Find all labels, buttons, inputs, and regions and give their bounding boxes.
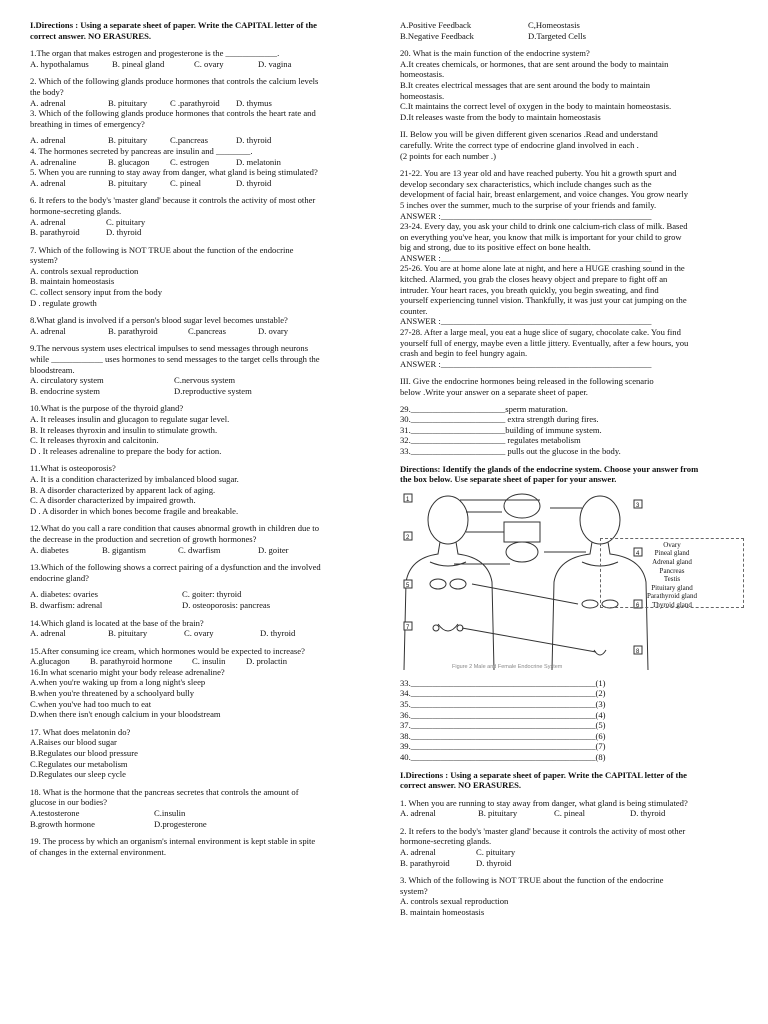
question-options (30, 217, 382, 228)
option: B. dwarfism: adrenal (30, 599, 103, 610)
scenario-text: on everything you've hear, you know that milk is important for your child to grow (400, 231, 682, 242)
answer-blank: 33.___________________________________________(1) (400, 677, 606, 688)
question-text: 5. When you are running to stay away from danger, what gland is being stimulated? (30, 167, 318, 178)
option: B. pituitary (108, 628, 148, 639)
option: B. gigantism (102, 544, 146, 555)
scenario-text: 27-28. After a large meal, you eat a huge slice of sugary, chocolate cake. You find (400, 327, 681, 338)
repeat-directions (400, 770, 752, 791)
option: B. pituitary (108, 135, 148, 146)
option: D. thyroid (476, 857, 512, 868)
option: C. goiter: thyroid (182, 589, 242, 600)
option: C. ovary (184, 628, 214, 639)
question-options (30, 656, 382, 667)
question-text: bloodstream. (30, 364, 75, 375)
question-options (30, 386, 382, 397)
question-text: the body? (30, 86, 64, 97)
question-text: 14.Which gland is located at the base of the brain? (30, 617, 204, 628)
answer-line: ANSWER :_________________________________________________ (400, 252, 652, 263)
option: C. pituitary (106, 216, 146, 227)
glands-directions (400, 464, 752, 485)
question-text: 13.Which of the following shows a correct pairing of a dysfunction and the involved (30, 562, 321, 573)
option: B. glucagon (108, 156, 150, 167)
question-text: 12.What do you call a rare condition that causes abnormal growth in children due to (30, 523, 319, 534)
option: A. adrenaline (30, 156, 77, 167)
question-text: 3. Which of the following is NOT TRUE about the function of the endocrine (400, 875, 664, 886)
option: C. pineal (554, 808, 586, 819)
male-body-left (552, 542, 592, 670)
scenario-text: crash and begin to feel hungry again. (400, 348, 528, 359)
question-text: system? (400, 885, 428, 896)
option: A. adrenal (30, 97, 66, 108)
question-text: glucose in our bodies? (30, 797, 108, 808)
hormone-blank: 32.______________________ regulates metabolism (400, 435, 581, 446)
answer-blank: 37.___________________________________________(5) (400, 720, 606, 731)
option: B. pineal gland (112, 58, 165, 69)
gland-choice: Ovary (663, 540, 681, 549)
question-7 (30, 245, 382, 309)
option: A. adrenal (400, 808, 436, 819)
question-2-3 (30, 76, 382, 188)
gland-choice: Testis (663, 575, 681, 584)
question-options (30, 600, 382, 611)
section-2-header (400, 129, 752, 161)
gland-choice: Pituitary gland (651, 583, 693, 592)
option: B.It creates electrical messages that are sent around the body to maintain (400, 79, 651, 90)
hormone-blank: 29.______________________sperm maturation. (400, 403, 568, 414)
option: D.reproductive system (174, 385, 252, 396)
option: D.progesterone (154, 818, 207, 829)
question-options (30, 326, 382, 337)
option: B. maintain homeostasis (30, 276, 115, 287)
scenario-text: develop secondary sex characteristics, which include changes such as the (400, 178, 652, 189)
question-11 (30, 463, 382, 516)
answer-line: ANSWER :_________________________________________________ (400, 316, 652, 327)
option: C,Homeostasis (528, 20, 580, 30)
option: B. maintain homeostasis (400, 907, 485, 918)
option: D. prolactin (246, 656, 288, 667)
option: C.insulin (154, 808, 186, 818)
option: C.Regulates our metabolism (30, 758, 128, 769)
question-text: 17. What does melatonin do? (30, 726, 131, 737)
section-text: below .Write your answer on a separate sheet of paper. (400, 387, 588, 397)
figure-caption: Figure 2 Male and Female Endocrine System (452, 663, 563, 670)
question-19 (30, 836, 382, 857)
option: C. collect sensory input from the body (30, 287, 162, 298)
option: B. parathyroid hormone (90, 656, 173, 667)
question-options (30, 589, 382, 600)
question-options (30, 178, 382, 189)
option: C.pancreas (188, 325, 226, 336)
option: A. controls sexual reproduction (30, 265, 139, 276)
question-text: 4. The hormones secreted by pancreas are insulin and ________. (30, 145, 253, 156)
question-options (30, 157, 382, 168)
option: D. goiter (258, 544, 289, 555)
scenario-text: big and strong, due to its positive effect on bone health. (400, 242, 591, 253)
option: A. adrenal (30, 177, 66, 188)
option: A. diabetes: ovaries (30, 589, 99, 600)
scenario-text: development of facial hair, breast enlargement, and voice changes. You grow nearly (400, 189, 689, 200)
option: A. adrenal (30, 325, 66, 336)
scenario-text: kitched. Alarmed, you grab the closes heavy object and prepare to fight off an (400, 274, 668, 285)
option: B. parathyroid (108, 325, 158, 336)
option: A.It creates chemicals, or hormones, that are sent around the body to maintain (400, 58, 669, 69)
left-column (30, 20, 382, 864)
question-13 (30, 562, 382, 610)
option: D. thyroid (630, 808, 666, 819)
question-text: of changes in the external environment. (30, 846, 167, 857)
option: D. thymus (236, 97, 272, 108)
question-text: 18. What is the hormone that the pancreas secretes that controls the amount of (30, 786, 299, 797)
directions-line: correct answer. NO ERASURES. (400, 780, 522, 791)
question-18 (30, 787, 382, 829)
option: B. It releases thyroxin and insulin to stimulate growth. (30, 424, 218, 435)
gland-choices-box (600, 538, 744, 608)
question-text: 1.The organ that makes estrogen and progesterone is the ____________. (30, 48, 280, 59)
repeat-question-1 (400, 798, 752, 819)
question-options (400, 808, 752, 819)
option: C. It releases thyroxin and calcitonin. (30, 435, 159, 446)
option: C .parathyroid (170, 97, 220, 108)
figure-label-text: 7 (406, 624, 410, 631)
directions-line: Directions: Identify the glands of the endocrine system. Choose your answer from (400, 463, 699, 474)
endocrine-system-figure (400, 492, 752, 670)
answer-blank: 40.___________________________________________(8) (400, 751, 606, 762)
option: D. ovary (258, 325, 289, 336)
scenario-text: 23-24. Every day, you ask your child to drink one calcium-rich class of milk. Based (400, 221, 688, 232)
question-text: 2. Which of the following glands produce hormones that controls the calcium levels (30, 76, 319, 87)
question-text: the decrease in the production and secretion of growth hormones? (30, 533, 257, 544)
option: D . regulate growth (30, 297, 97, 308)
directions-line-1: I.Directions : Using a separate sheet of paper. Write the CAPITAL letter of the (30, 20, 317, 30)
question-text: 11.What is osteoporosis? (30, 463, 116, 474)
option: homeostasis. (400, 69, 445, 80)
option: C. pituitary (476, 847, 516, 858)
question-8 (30, 315, 382, 336)
option: A. It is a condition characterized by imbalanced blood sugar. (30, 473, 239, 484)
figure-label-text: 3 (636, 502, 640, 509)
section-text: (2 points for each number .) (400, 150, 496, 161)
section-text: III. Give the endocrine hormones being released in the following scenario (400, 376, 654, 387)
question-options (30, 375, 382, 386)
option: B. A disorder characterized by apparent lack of aging. (30, 484, 216, 495)
question-options (30, 135, 382, 146)
option: D. melatonin (236, 156, 281, 167)
option: B. parathyroid (30, 227, 80, 238)
option: C. pineal (170, 177, 202, 188)
section-text: II. Below you will be given different given scenarios .Read and understand (400, 129, 658, 140)
scenario-text: 21-22. You are 13 year old and have reached puberty. You hit a growth spurt and (400, 168, 677, 179)
option: D.Targeted Cells (528, 30, 586, 41)
option: C.It maintains the correct level of oxygen in the body to maintain homeostasis. (400, 101, 672, 112)
question-options (30, 808, 382, 819)
male-head-outline (580, 496, 620, 544)
option: D.when there isn't enough calcium in your bloodstream (30, 709, 221, 720)
gland-choice: Pineal gland (654, 549, 690, 558)
option: B. endocrine system (30, 385, 100, 396)
answer-blank: 38.___________________________________________(6) (400, 730, 606, 741)
scenario-text: yourself full of energy, maybe even a little jittery. Eventually, after a few hours, you (400, 337, 689, 348)
question-options (400, 31, 752, 42)
answer-line: ANSWER :_________________________________________________ (400, 210, 652, 221)
option: B. pituitary (108, 97, 148, 108)
question-text: system? (30, 255, 58, 266)
question-1 (30, 48, 382, 69)
question-text: endocrine gland? (30, 572, 89, 583)
question-19-options (400, 20, 752, 41)
question-text: 19. The process by which an organism's internal environment is kept stable in spite (30, 836, 316, 847)
question-20 (400, 48, 752, 122)
option: D.Regulates our sleep cycle (30, 769, 126, 780)
gland-choice: Thyroid gland (652, 600, 692, 609)
option: A. adrenal (30, 135, 66, 146)
question-text: 1. When you are running to stay away from danger, what gland is being stimulated? (400, 797, 688, 808)
option: C. insulin (192, 656, 226, 667)
option: C. ovary (194, 58, 224, 69)
directions-line-2: correct answer. NO ERASURES. (30, 30, 152, 41)
option: A.when you're waking up from a long night's sleep (30, 677, 206, 688)
female-body-right (456, 542, 494, 670)
gland-answer-blanks (400, 678, 752, 763)
option: C.nervous system (174, 375, 236, 386)
option: A. adrenal (30, 628, 66, 639)
female-body-left (404, 542, 440, 670)
figure-label-text: 8 (636, 648, 640, 655)
question-options (400, 20, 752, 31)
option: A. controls sexual reproduction (400, 896, 509, 907)
option: A. adrenal (30, 216, 66, 227)
right-column (400, 20, 752, 925)
option: A. circulatory system (30, 375, 104, 386)
repeat-question-2 (400, 826, 752, 868)
figure-label-text: 5 (406, 582, 410, 589)
question-9 (30, 343, 382, 396)
question-6 (30, 195, 382, 237)
scenario-text: 25-26. You are at home alone late at night, and here a HUGE crashing sound in the (400, 263, 685, 274)
option: B. parathyroid (400, 857, 450, 868)
question-options (30, 227, 382, 238)
question-text: hormone-secreting glands. (400, 836, 492, 847)
question-14 (30, 618, 382, 639)
section-3 (400, 376, 752, 456)
scenario-text: intruder. Your heart races, you breath quickly, you begin sweating, and find (400, 284, 659, 295)
answer-blank: 35.___________________________________________(3) (400, 698, 606, 709)
scenario-text: yourself experiencing tunnel vision. Thankfully, it was just your cat jumping on the (400, 295, 687, 306)
scenario-text: counter. (400, 305, 428, 316)
question-text: 6. It refers to the body's 'master gland' because it controls the activity of most other (30, 195, 316, 206)
question-10 (30, 403, 382, 456)
question-options (400, 847, 752, 858)
section-text: carefully. Write the correct type of endocrine gland involved in each . (400, 139, 639, 150)
hormone-blank: 33.______________________ pulls out the glucose in the body. (400, 445, 621, 456)
figure-label-text: 2 (406, 534, 410, 541)
answer-blank: 36.___________________________________________(4) (400, 709, 606, 720)
question-text: 15.After consuming ice cream, which hormones would be expected to increase? (30, 645, 305, 656)
question-options (30, 98, 382, 109)
question-15-16 (30, 646, 382, 720)
option: C. A disorder characterized by impaired growth. (30, 495, 196, 506)
directions-line: the box below. Use separate sheet of paper for your answer. (400, 474, 617, 485)
option: D . A disorder in which bones become fragile and breakable. (30, 505, 239, 516)
option: D. thyroid (260, 628, 296, 639)
question-text: 10.What is the purpose of the thyroid gland? (30, 403, 184, 414)
option: A.Raises our blood sugar (30, 737, 117, 748)
option: D. thyroid (106, 227, 142, 238)
answer-line: ANSWER :_________________________________________________ (400, 358, 652, 369)
repeat-question-3 (400, 875, 752, 917)
option: B. pituitary (478, 808, 518, 819)
option: A.Positive Feedback (400, 20, 472, 30)
option: D. thyroid (236, 177, 272, 188)
gland-choice: Adrenal gland (652, 557, 692, 566)
option: D. vagina (258, 58, 292, 69)
question-text: 8.What gland is involved if a person's blood sugar level becomes unstable? (30, 315, 288, 326)
option: B.Regulates our blood pressure (30, 748, 138, 759)
answer-blank: 39.___________________________________________(7) (400, 741, 606, 752)
gland-choice: Parathyroid gland (647, 592, 697, 601)
female-head-outline (428, 496, 468, 544)
question-text: 3. Which of the following glands produce hormones that controls the heart rate and (30, 108, 316, 119)
directions-line: I.Directions : Using a separate sheet of paper. Write the CAPITAL letter of the (400, 769, 687, 780)
hormone-blank: 31.______________________building of immune system. (400, 424, 602, 435)
question-options (30, 59, 382, 70)
question-text: 20. What is the main function of the endocrine system? (400, 48, 590, 59)
question-text: 7. Which of the following is NOT TRUE about the function of the endocrine (30, 244, 294, 255)
figure-label-text: 1 (406, 496, 410, 503)
option: C. estrogen (170, 156, 210, 167)
option: A.testosterone (30, 808, 80, 818)
option: C.when you've had too much to eat (30, 698, 152, 709)
option: A. diabetes (30, 544, 69, 555)
option: D. osteoporosis: pancreas (182, 599, 271, 610)
option: A.glucagon (30, 656, 70, 667)
option: homeostasis. (400, 90, 445, 101)
option: D . It releases adrenaline to prepare the body for action. (30, 445, 222, 456)
question-text: 9.The nervous system uses electrical impulses to send messages through neurons (30, 343, 309, 354)
question-text: hormone-secreting glands. (30, 205, 122, 216)
option: B. pituitary (108, 177, 148, 188)
question-12 (30, 523, 382, 555)
scenario-text: 5 inches over the summer, much to the surprise of your friends and family. (400, 199, 657, 210)
question-17 (30, 727, 382, 780)
question-options (30, 628, 382, 639)
option: A. hypothalamus (30, 58, 89, 69)
option: A. It releases insulin and glucagon to regulate sugar level. (30, 414, 230, 424)
option: C. dwarfism (178, 544, 221, 555)
option: D. thyroid (236, 135, 272, 146)
question-text: 2. It refers to the body's 'master gland' because it controls the activity of most other (400, 825, 686, 836)
directions-header (30, 20, 382, 41)
question-options (400, 858, 752, 869)
option: D.It releases waste from the body to maintain homeostasis (400, 111, 601, 122)
scenario-21-22 (400, 168, 752, 369)
option: A. adrenal (400, 847, 436, 858)
figure-label-text: 4 (636, 550, 640, 557)
option: B.when you're threatened by a schoolyard bully (30, 688, 195, 699)
option: C.pancreas (170, 135, 208, 146)
question-text: while ____________ uses hormones to send messages to the target cells through the (30, 354, 320, 365)
option: B.Negative Feedback (400, 30, 474, 41)
answer-blank: 34.___________________________________________(2) (400, 688, 606, 699)
hormone-blank: 30.______________________ extra strength during fires. (400, 414, 599, 425)
figure-label-text: 6 (636, 602, 640, 609)
option: B.growth hormone (30, 818, 95, 829)
question-options (30, 819, 382, 830)
question-options (30, 545, 382, 556)
question-text: 16.In what scenario might your body release adrenaline? (30, 666, 225, 677)
gland-choice: Pancreas (659, 566, 685, 575)
question-text: breathing in times of emergency? (30, 118, 145, 129)
